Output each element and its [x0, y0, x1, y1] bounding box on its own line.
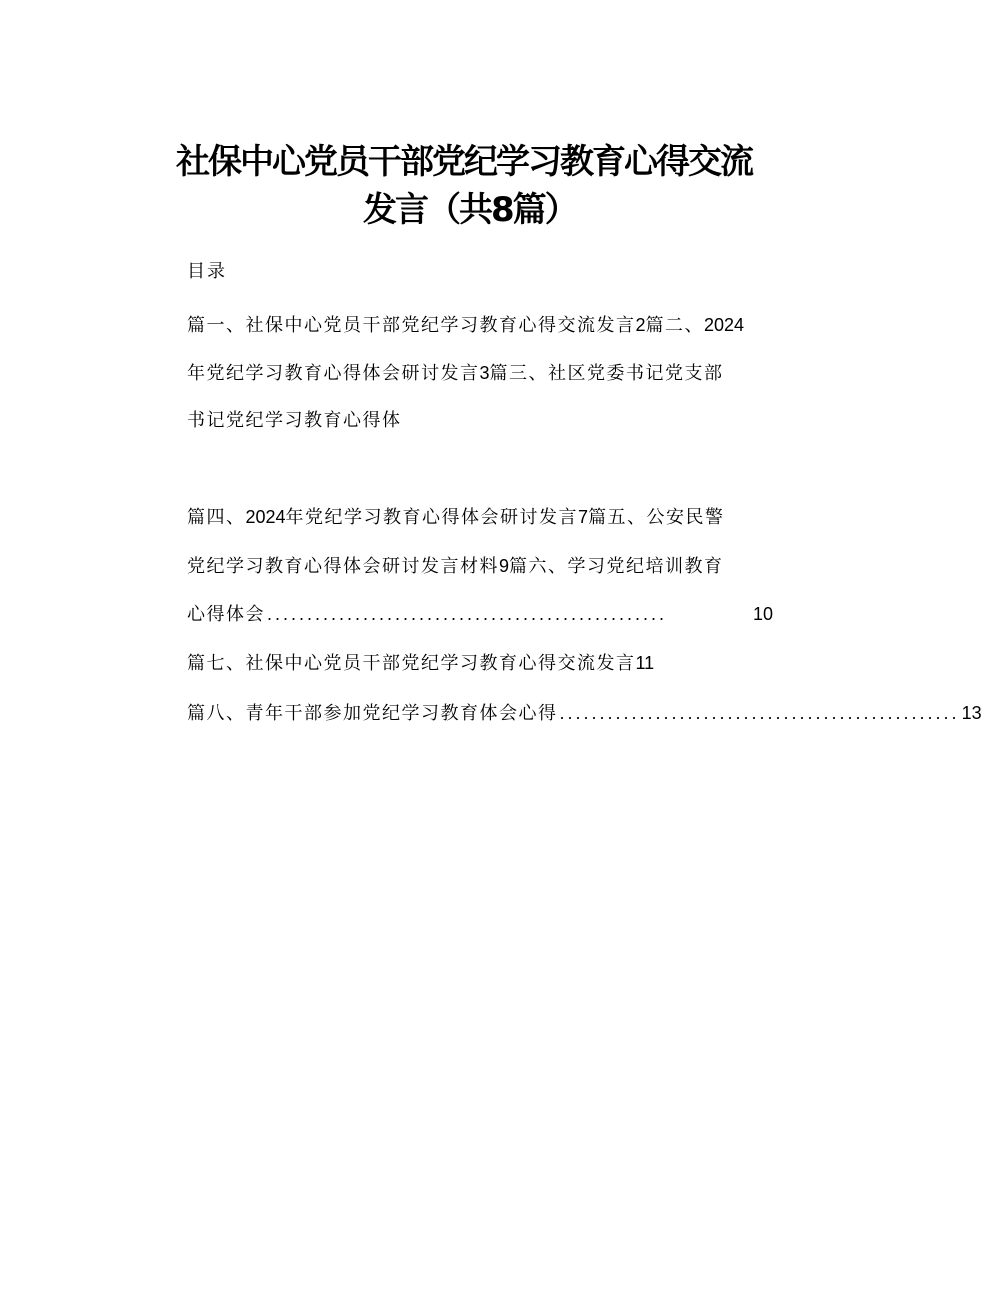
- toc-line: [187, 508, 725, 527]
- toc-page-number: 2: [635, 315, 646, 335]
- toc-entry-text: 篇五、公安民警: [588, 507, 725, 528]
- toc-entry-text: 篇七、社保中心党员干部党纪学习教育心得交流发言: [187, 653, 636, 674]
- document-title-line-2: 发言（共8篇）: [363, 190, 577, 230]
- document-title-line-1: 社保中心党员干部党纪学习教育心得交流: [176, 142, 752, 182]
- toc-line: [187, 654, 654, 673]
- toc-entry-number: 2024: [245, 507, 286, 527]
- toc-leader-dots: ..................................................: [267, 604, 668, 624]
- toc-leader-dots: ..................................................: [559, 703, 960, 723]
- toc-entry-text: 篇二、: [645, 315, 705, 336]
- toc-entry-text: 年党纪学习教育心得体会研讨发言: [187, 363, 480, 384]
- toc-line: [187, 605, 773, 624]
- toc-heading: 目录: [187, 261, 227, 282]
- toc-entry-text: 篇六、学习党纪培训教育: [509, 556, 724, 577]
- toc-line: [187, 703, 982, 724]
- toc-line: [187, 557, 724, 576]
- toc-line: [187, 412, 402, 430]
- toc-entry-text: 篇四、: [187, 507, 246, 528]
- toc-page-number: 7: [578, 507, 589, 527]
- toc-entry-number: 2024: [704, 315, 745, 335]
- toc-entry-text: 篇八、青年干部参加党纪学习教育体会心得: [187, 703, 558, 724]
- toc-entry-text: 党纪学习教育心得体会研讨发言材料: [187, 556, 499, 577]
- toc-page-number: 11: [635, 653, 655, 673]
- toc-page-number: 13: [961, 703, 982, 723]
- toc-page-number: 9: [499, 556, 510, 576]
- toc-line: [187, 364, 724, 383]
- toc-entry-text: 书记党纪学习教育心得体: [187, 410, 402, 431]
- toc-line: [187, 316, 744, 335]
- toc-entry-text: 篇一、社保中心党员干部党纪学习教育心得交流发言: [187, 315, 636, 336]
- toc-page-number: 10: [752, 604, 773, 624]
- toc-entry-text: 篇三、社区党委书记党支部: [489, 363, 724, 384]
- toc-entry-text: 年党纪学习教育心得体会研讨发言: [285, 507, 579, 528]
- toc-entry-text: 心得体会: [187, 604, 265, 625]
- toc-page-number: 3: [479, 363, 490, 383]
